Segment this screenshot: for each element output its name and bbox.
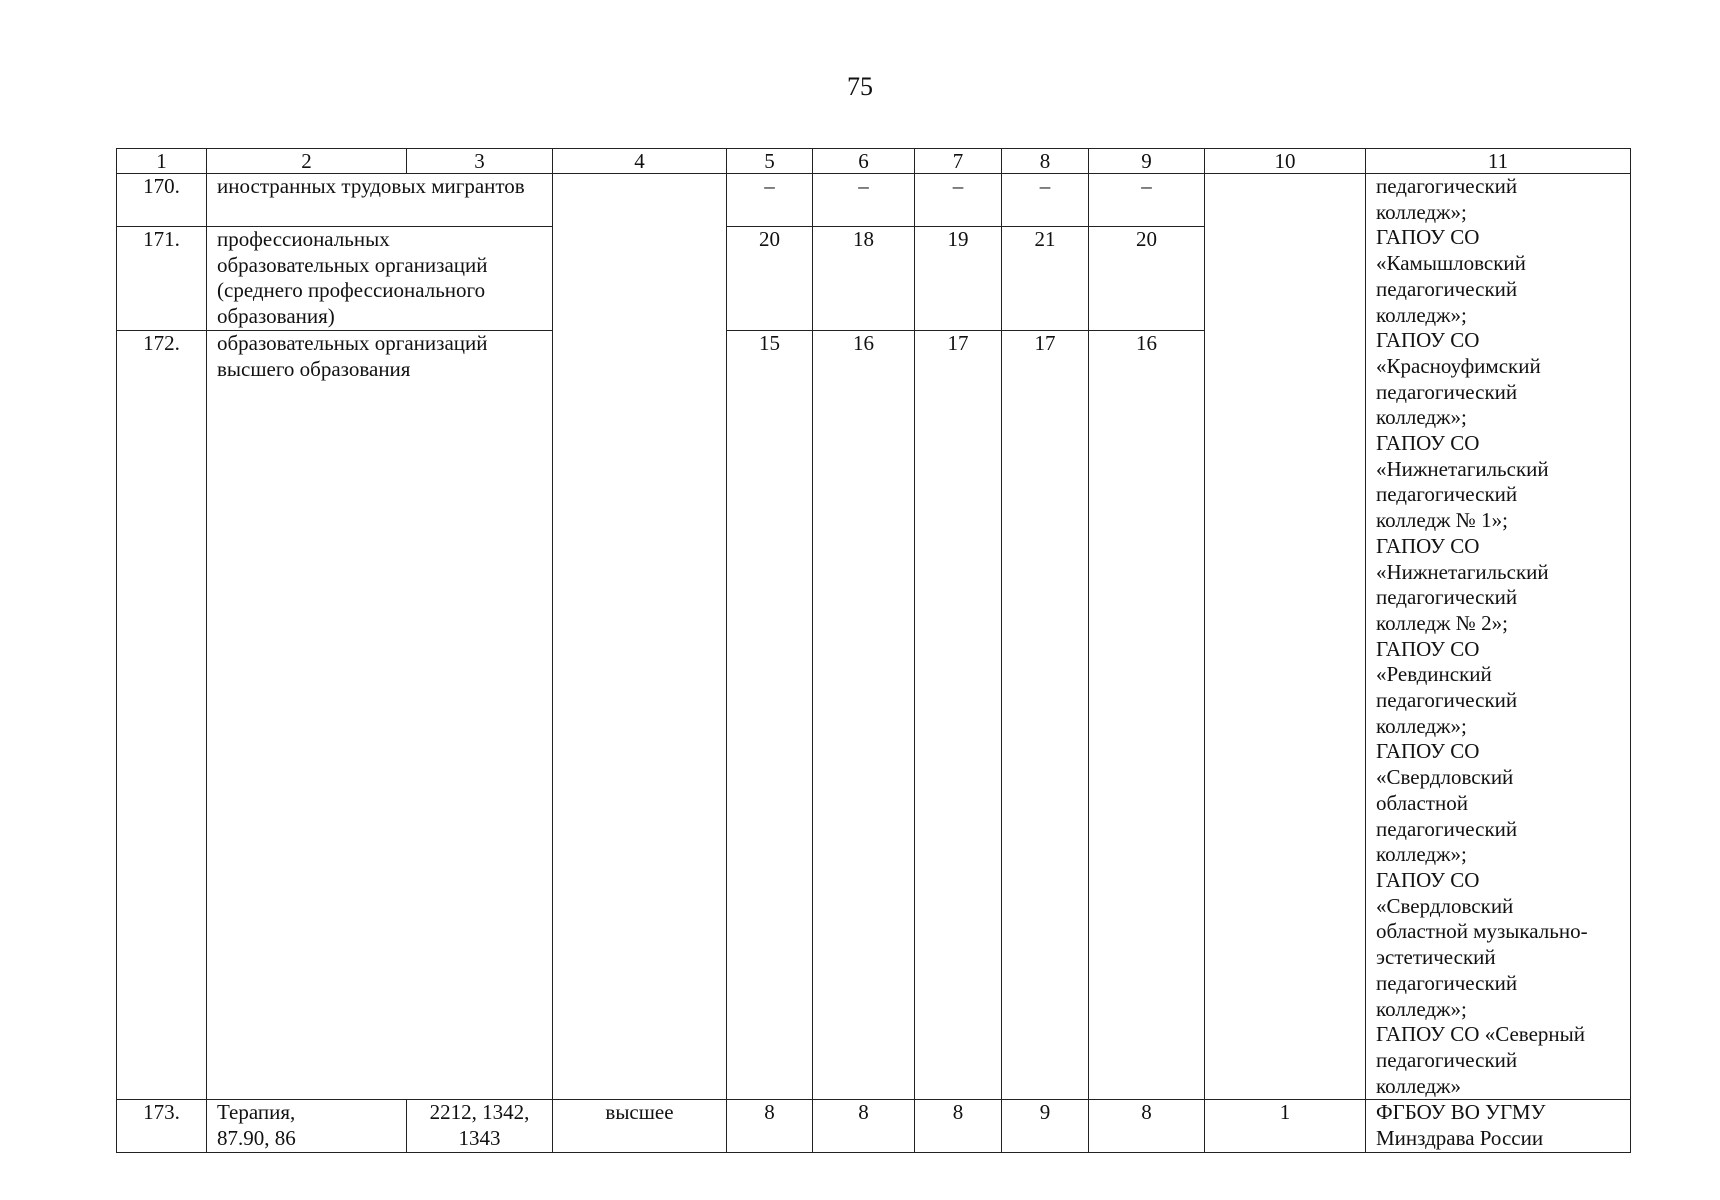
table-header-row: [117, 149, 1631, 174]
institution-line: областной: [1376, 790, 1468, 815]
col10-value: 1: [1205, 1100, 1366, 1153]
header-cell: 3: [407, 149, 553, 174]
header-cell: 8: [1002, 149, 1089, 174]
header-cell: 4: [553, 149, 727, 174]
institution-line: ГАПОУ СО: [1376, 431, 1480, 456]
institution-line: колледж»: [1376, 1073, 1462, 1098]
institution-line: ФГБОУ ВО УГМУ: [1376, 1100, 1546, 1125]
codes-cell: [407, 1100, 553, 1153]
institution-line: эстетический: [1376, 945, 1496, 970]
value-cell: 8: [915, 1100, 1002, 1153]
institution-line: Минздрава России: [1376, 1126, 1544, 1151]
institution-line: «Свердловский: [1376, 765, 1514, 790]
value-cell: –: [1002, 174, 1089, 227]
value-cell: 20: [727, 227, 813, 331]
value-cell: 8: [727, 1100, 813, 1153]
institution-line: «Нижнетагильский: [1376, 456, 1549, 481]
value-cell: 9: [1002, 1100, 1089, 1153]
institutions-list: [1366, 174, 1631, 1100]
header-cell: 9: [1089, 149, 1205, 174]
header-cell: 10: [1205, 149, 1366, 174]
institution-line: педагогический: [1376, 970, 1518, 995]
header-cell: 11: [1366, 149, 1631, 174]
institution-line: колледж»;: [1376, 996, 1467, 1021]
institution-line: педагогический: [1376, 1047, 1518, 1072]
codes-line: 2212, 1342,: [429, 1100, 530, 1125]
row-description: иностранных трудовых мигрантов: [207, 174, 553, 227]
header-cell: 5: [727, 149, 813, 174]
institution-line: «Свердловский: [1376, 893, 1514, 918]
institution-line: ГАПОУ СО: [1376, 328, 1480, 353]
institution-line: ГАПОУ СО: [1376, 225, 1480, 250]
institution-line: ГАПОУ СО: [1376, 739, 1480, 764]
institution-line: педагогический: [1376, 688, 1518, 713]
value-cell: 20: [1089, 227, 1205, 331]
value-cell: 8: [813, 1100, 915, 1153]
cell-col10-empty: [1205, 174, 1366, 1100]
cell-col4-empty: [553, 174, 727, 1100]
value-cell: 21: [1002, 227, 1089, 331]
value-cell: 17: [915, 331, 1002, 1100]
institution-line: колледж»;: [1376, 405, 1467, 430]
table-row: [117, 1100, 1631, 1153]
institution-line: колледж»;: [1376, 199, 1467, 224]
institution-line: колледж»;: [1376, 302, 1467, 327]
description-line: 87.90, 86: [217, 1126, 296, 1151]
row-description: [207, 1100, 407, 1153]
table-row: [117, 174, 1631, 227]
institution-line: «Камышловский: [1376, 251, 1526, 276]
value-cell: 8: [1089, 1100, 1205, 1153]
institution-line: педагогический: [1376, 482, 1518, 507]
value-cell: 17: [1002, 331, 1089, 1100]
page-number: 75: [847, 72, 873, 101]
value-cell: –: [1089, 174, 1205, 227]
data-table: [116, 148, 1631, 1153]
institution-line: колледж № 1»;: [1376, 508, 1508, 533]
education-level: высшее: [553, 1100, 727, 1153]
header-cell: 2: [207, 149, 407, 174]
value-cell: 19: [915, 227, 1002, 331]
header-cell: 1: [117, 149, 207, 174]
row-number: 171.: [117, 227, 207, 331]
row-description: образовательных организаций высшего образования: [207, 331, 553, 1100]
institution-line: ГАПОУ СО: [1376, 636, 1480, 661]
row-number: 173.: [117, 1100, 207, 1153]
codes-line: 1343: [458, 1126, 501, 1151]
row-number: 172.: [117, 331, 207, 1100]
institution-line: педагогический: [1376, 174, 1518, 198]
institution-line: колледж № 2»;: [1376, 610, 1508, 635]
value-cell: 16: [1089, 331, 1205, 1100]
value-cell: 16: [813, 331, 915, 1100]
row-description: профессиональных образовательных организаций (среднего профессионального образования): [207, 227, 553, 331]
institution-line: педагогический: [1376, 816, 1518, 841]
header-cell: 6: [813, 149, 915, 174]
description-line: Терапия,: [217, 1100, 296, 1125]
value-cell: –: [813, 174, 915, 227]
value-cell: –: [727, 174, 813, 227]
institution-line: колледж»;: [1376, 842, 1467, 867]
institution-line: ГАПОУ СО: [1376, 867, 1480, 892]
institution-line: ГАПОУ СО «Северный: [1376, 1022, 1585, 1047]
institution-line: педагогический: [1376, 379, 1518, 404]
value-cell: 18: [813, 227, 915, 331]
institution-line: колледж»;: [1376, 713, 1467, 738]
institution-line: педагогический: [1376, 585, 1518, 610]
institution-cell: [1366, 1100, 1631, 1153]
institution-line: «Ревдинский: [1376, 662, 1492, 687]
header-cell: 7: [915, 149, 1002, 174]
institution-line: «Красноуфимский: [1376, 353, 1541, 378]
value-cell: –: [915, 174, 1002, 227]
institution-line: ГАПОУ СО: [1376, 533, 1480, 558]
institution-line: «Нижнетагильский: [1376, 559, 1549, 584]
row-number: 170.: [117, 174, 207, 227]
value-cell: 15: [727, 331, 813, 1100]
institution-line: педагогический: [1376, 276, 1518, 301]
institution-line: областной музыкально-: [1376, 919, 1588, 944]
